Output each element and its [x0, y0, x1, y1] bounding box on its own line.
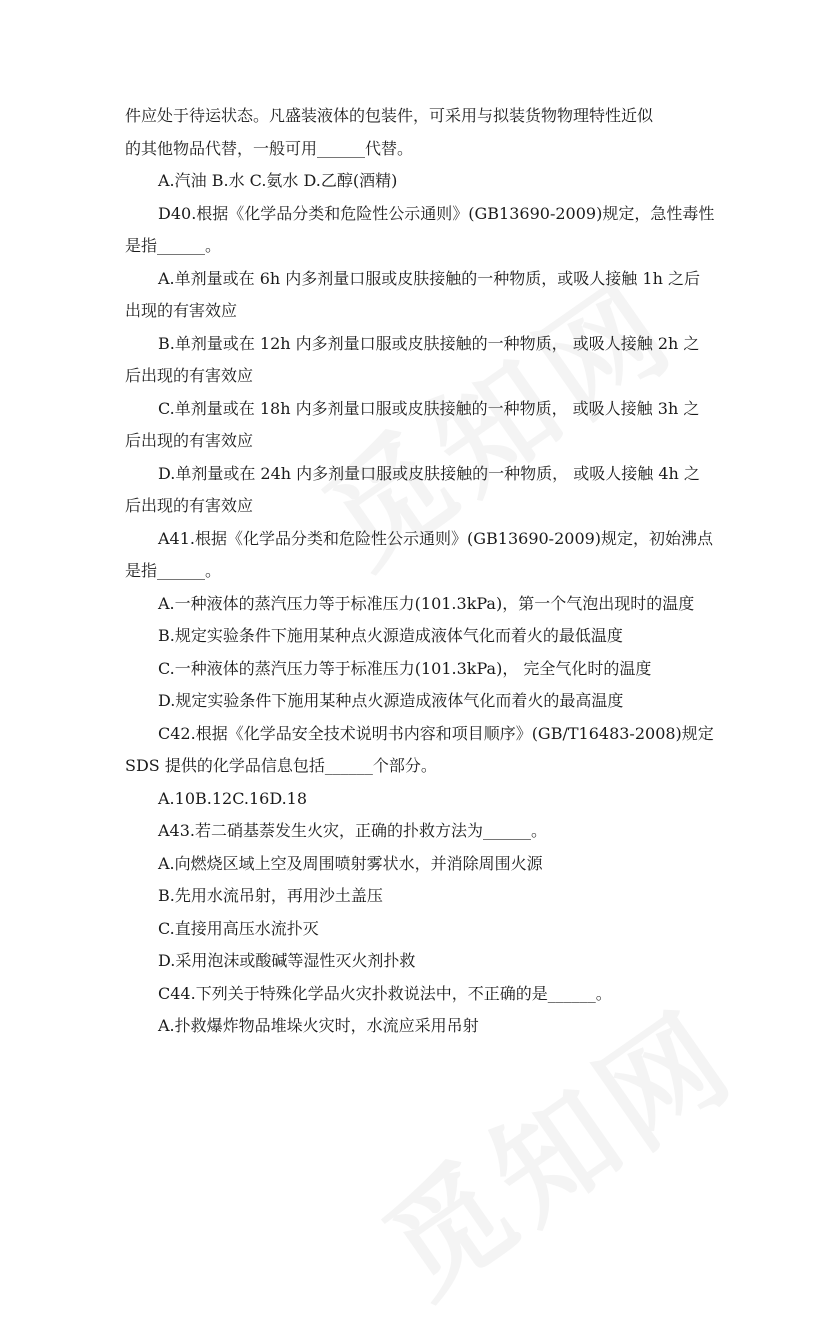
text-line: SDS 提供的化学品信息包括______个部分。: [125, 756, 437, 775]
text-line: 件应处于待运状态。凡盛装液体的包装件，可采用与拟装货物物理特性近似: [125, 106, 654, 125]
question-43: A43.若二硝基萘发生火灾，正确的扑救方法为______。: [158, 821, 548, 840]
answer-options: A.汽油 B.水 C.氨水 D.乙醇(酒精): [158, 171, 398, 190]
option-a: A.一种液体的蒸汽压力等于标准压力(101.3kPa)，第一个气泡出现时的温度: [158, 593, 695, 613]
option-a: A.向燃烧区域上空及周围喷射雾状水，并消除周围火源: [158, 853, 543, 873]
option-b: B.规定实验条件下施用某种点火源造成液体气化而着火的最低温度: [158, 626, 623, 645]
option-a: A.扑救爆炸物品堆垛火灾时，水流应采用吊射: [158, 1016, 479, 1035]
answer-options: A.10B.12C.16D.18: [158, 788, 308, 808]
text-line: 是指______。: [125, 236, 222, 255]
option-b: B.先用水流吊射，再用沙土盖压: [158, 886, 383, 905]
question-42: C42.根据《化学品安全技术说明书内容和项目顺序》(GB/T16483-2008)规定: [158, 723, 714, 743]
option-c: C.一种液体的蒸汽压力等于标准压力(101.3kPa)， 完全气化时的温度: [158, 658, 652, 678]
text-line: 是指______。: [125, 561, 222, 580]
text-line: 后出现的有害效应: [125, 496, 254, 515]
option-c: C.直接用高压水流扑灭: [158, 918, 319, 938]
text-line: 后出现的有害效应: [125, 366, 254, 385]
option-d: D.采用泡沫或酸碱等湿性灭火剂扑救: [158, 951, 416, 970]
question-44: C44.下列关于特殊化学品火灾扑救说法中，不正确的是______。: [158, 983, 612, 1003]
option-b: B.单剂量或在 12h 内多剂量口服或皮肤接触的一种物质， 或吸人接触 2h 之: [158, 333, 700, 353]
text-line: 的其他物品代替，一般可用______代替。: [125, 138, 414, 158]
option-a: A.单剂量或在 6h 内多剂量口服或皮肤接触的一种物质，或吸人接触 1h 之后: [158, 268, 700, 288]
option-c: C.单剂量或在 18h 内多剂量口服或皮肤接触的一种物质， 或吸人接触 3h 之: [158, 398, 700, 418]
text-line: 后出现的有害效应: [125, 431, 254, 450]
document-body: [125, 100, 715, 1043]
question-40: D40.根据《化学品分类和危险性公示通则》(GB13690-2009)规定，急性毒性: [158, 203, 715, 223]
question-41: A41.根据《化学品分类和危险性公示通则》(GB13690-2009)规定，初始沸点: [158, 528, 714, 548]
option-d: D.规定实验条件下施用某种点火源造成液体气化而着火的最高温度: [158, 691, 624, 710]
option-d: D.单剂量或在 24h 内多剂量口服或皮肤接触的一种物质， 或吸人接触 4h 之: [158, 463, 700, 483]
text-line: 出现的有害效应: [125, 301, 238, 320]
